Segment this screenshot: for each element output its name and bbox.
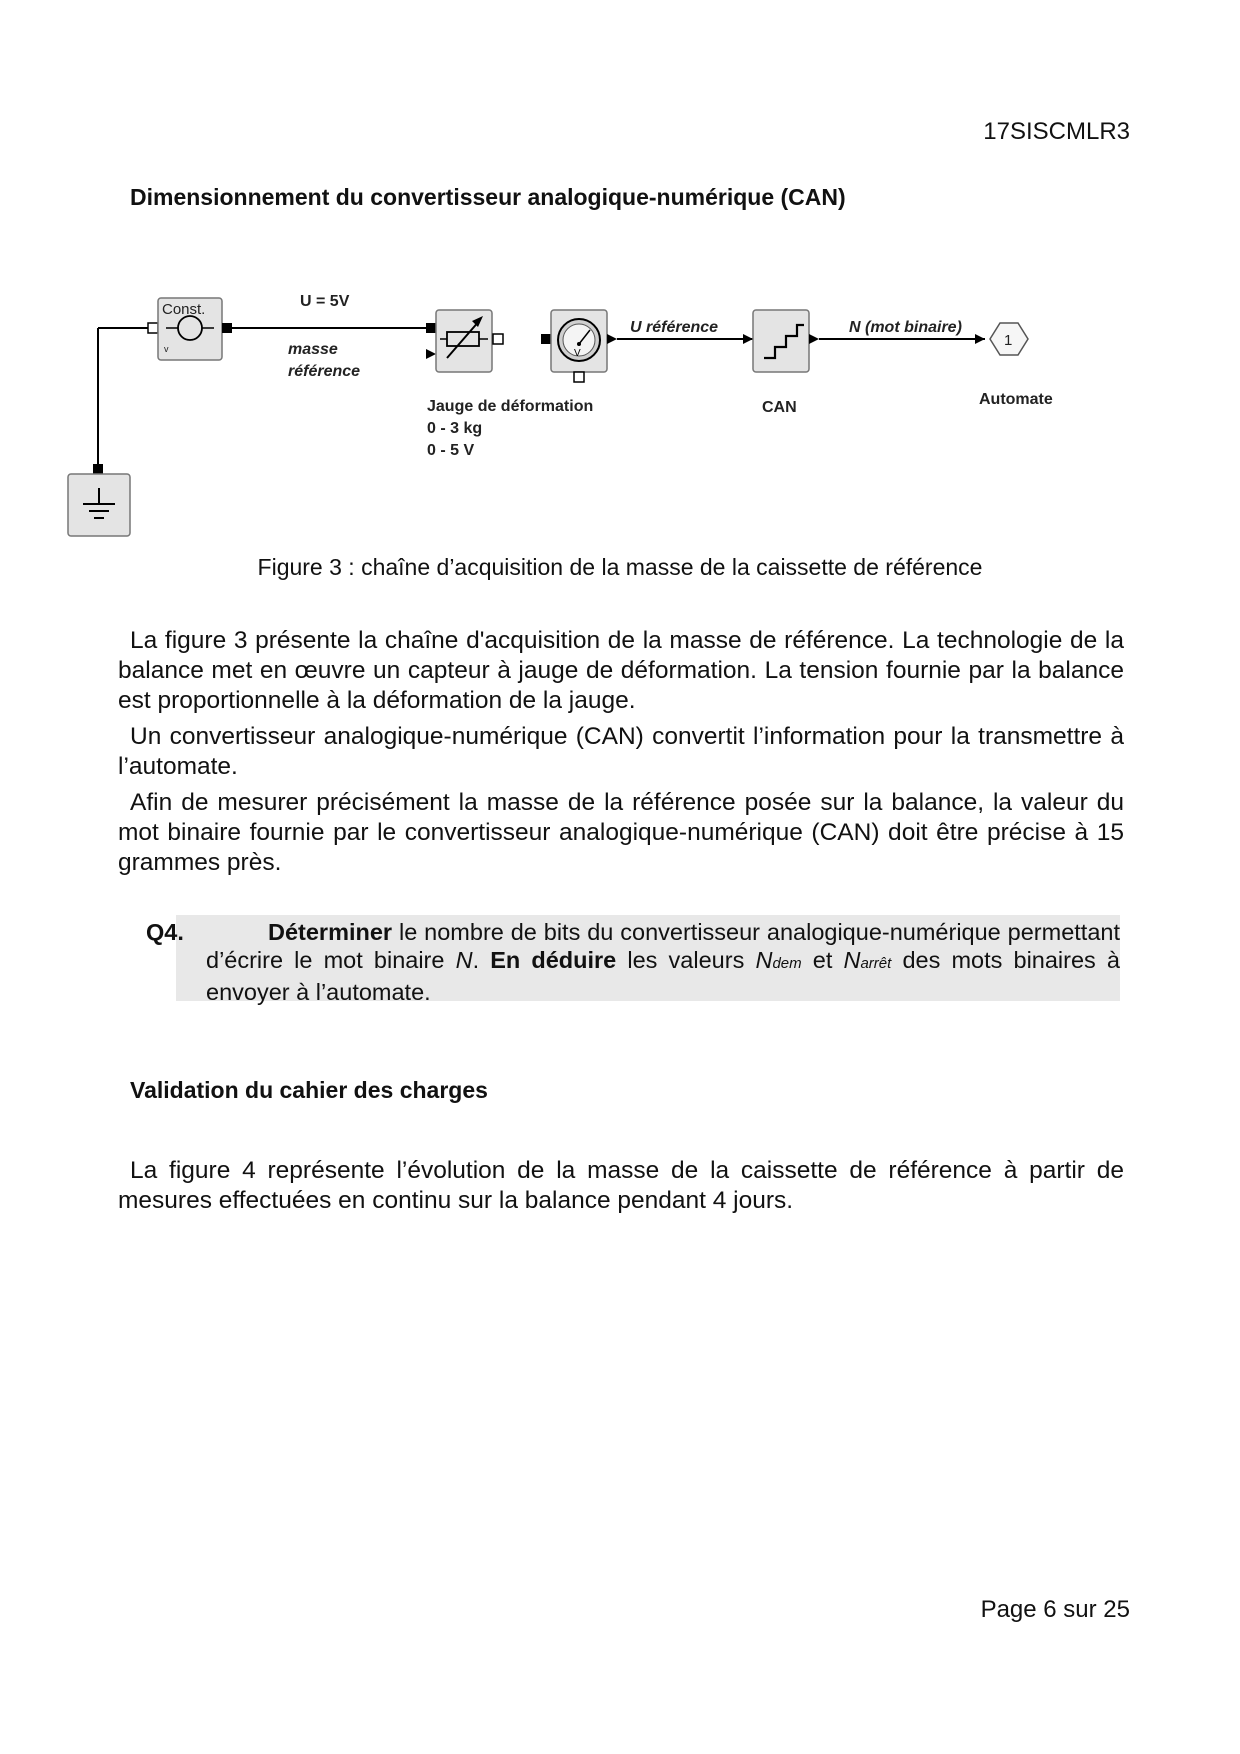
gauge-label-line3: 0 - 5 V: [427, 442, 475, 459]
var-narret-subscript: arrêt: [860, 955, 892, 972]
uref-label: U référence: [630, 319, 719, 336]
gauge-label-line2: 0 - 3 kg: [427, 420, 483, 437]
section-title-validation: Validation du cahier des charges: [130, 1077, 488, 1103]
paragraph-2: Un convertisseur analogique-numérique (CAN) convertit l’information pour la transmettre à l’automate.: [118, 723, 1124, 780]
question-q4: [146, 918, 1120, 1006]
question-label: Q4.: [146, 919, 184, 945]
port-number: 1: [1004, 332, 1013, 349]
question-text-1: le nombre de bits du convertisseur analogique-numérique permettant d’écrire le mot binaire: [206, 919, 1120, 973]
output-port: [990, 323, 1028, 355]
voltmeter-block: [541, 310, 617, 382]
question-text-4: et: [801, 947, 844, 973]
paragraph-1: La figure 3 présente la chaîne d'acquisition de la masse de référence. La technologie de la balance met en œuvre un capteur à jauge de déformation. La tension fournie par la balance est proportionnelle à la déformation de la jauge.: [118, 627, 1124, 714]
source-small-label: v: [164, 344, 169, 354]
question-text-2: .: [472, 947, 491, 973]
gauge-label-line1: Jauge de déformation: [427, 398, 594, 415]
masse-label-line1: masse: [288, 341, 338, 358]
masse-label-line2: référence: [288, 363, 361, 380]
var-ndem-subscript: dem: [772, 955, 802, 972]
constant-source-block: [148, 298, 232, 360]
question-text-3: les valeurs: [616, 947, 756, 973]
ground-block: [68, 474, 130, 536]
document-code: 17SISCMLR3: [983, 118, 1130, 145]
var-narret: N: [843, 947, 861, 973]
source-label: Const.: [162, 301, 206, 318]
can-block: [753, 310, 819, 372]
var-ndem: N: [755, 947, 773, 973]
meter-v-label: V: [574, 348, 581, 359]
automate-label: Automate: [979, 391, 1053, 408]
section-title-can: Dimensionnement du convertisseur analogique-numérique (CAN): [130, 184, 846, 210]
question-verb-deduce: En déduire: [490, 947, 617, 973]
strain-gauge-block: [426, 310, 503, 372]
voltage-label: U = 5V: [300, 293, 350, 310]
can-label: CAN: [762, 399, 797, 416]
acquisition-chain-diagram: [60, 270, 1200, 550]
question-text-5: des mots binaires à envoyer à l’automate.: [206, 947, 1120, 1005]
figure-caption: Figure 3 : chaîne d’acquisition de la masse de la caissette de référence: [257, 554, 983, 580]
page-number: Page 6 sur 25: [980, 1596, 1130, 1623]
paragraph-4: La figure 4 représente l’évolution de la masse de la caissette de référence à partir de mesures effectuées en continu sur la balance pendant 4 jours.: [118, 1157, 1124, 1214]
var-n: N: [455, 947, 473, 973]
paragraph-3: Afin de mesurer précisément la masse de la référence posée sur la balance, la valeur du mot binaire fournie par le convertisseur analogique-numérique (CAN) doit être précise à 15 grammes près.: [118, 789, 1124, 876]
binary-word-label: N (mot binaire): [849, 319, 962, 336]
question-verb-determine: Déterminer: [268, 919, 393, 945]
